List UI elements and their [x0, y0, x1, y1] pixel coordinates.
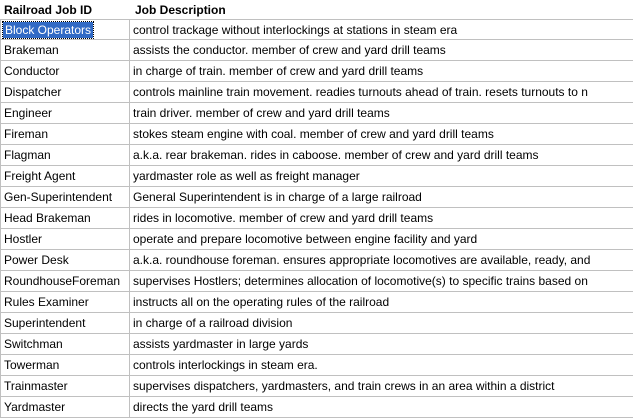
job-id-text: Power Desk	[4, 253, 69, 267]
cell-job-description[interactable]: supervises dispatchers, yardmasters, and train crews in an area within a district	[130, 376, 633, 397]
cell-job-description[interactable]: control trackage without interlockings at stations in steam era	[130, 19, 633, 40]
cell-job-description[interactable]: in charge of train. member of crew and yard drill teams	[130, 61, 633, 82]
table-row[interactable]	[0, 187, 633, 208]
grid-header	[0, 0, 633, 19]
table-row[interactable]	[0, 292, 633, 313]
table-row[interactable]	[0, 376, 633, 397]
job-id-text: Engineer	[4, 106, 53, 120]
cell-job-description[interactable]: instructs all on the operating rules of the railroad	[130, 292, 633, 313]
cell-job-id[interactable]	[0, 19, 130, 40]
grid-body	[0, 19, 633, 418]
table-row[interactable]	[0, 40, 633, 61]
cell-job-description[interactable]: assists the conductor. member of crew and yard drill teams	[130, 40, 633, 61]
cell-job-description[interactable]: controls mainline train movement. readies turnouts ahead of train. resets turnouts to n	[130, 82, 633, 103]
cell-job-id[interactable]	[0, 166, 130, 187]
cell-job-description[interactable]: supervises Hostlers; determines allocation of locomotive(s) to specific trains based on	[130, 271, 633, 292]
cell-job-id[interactable]	[0, 187, 130, 208]
cell-job-id[interactable]	[0, 334, 130, 355]
cell-job-id[interactable]	[0, 124, 130, 145]
job-id-text: Block Operators	[5, 23, 92, 37]
cell-job-id[interactable]	[0, 250, 130, 271]
table-row[interactable]	[0, 334, 633, 355]
table-row[interactable]	[0, 61, 633, 82]
cell-job-id[interactable]	[0, 103, 130, 124]
table-row[interactable]	[0, 166, 633, 187]
table-row[interactable]	[0, 271, 633, 292]
cell-job-description[interactable]: in charge of a railroad division	[130, 313, 633, 334]
column-header-job-description[interactable]: Job Description	[135, 2, 226, 17]
cell-job-description[interactable]: assists yardmaster in large yards	[130, 334, 633, 355]
cell-job-description[interactable]: yardmaster role as well as freight manager	[130, 166, 633, 187]
cell-job-id[interactable]	[0, 229, 130, 250]
cell-job-id[interactable]	[0, 397, 130, 418]
cell-job-id[interactable]	[0, 376, 130, 397]
table-row[interactable]	[0, 124, 633, 145]
job-id-text: Brakeman	[4, 43, 59, 57]
cell-job-description[interactable]: operate and prepare locomotive between engine facility and yard	[130, 229, 633, 250]
job-id-text: Freight Agent	[4, 169, 76, 183]
job-id-text: Hostler	[4, 232, 43, 246]
cell-job-description[interactable]: rides in locomotive. member of crew and yard drill teams	[130, 208, 633, 229]
cell-job-description[interactable]: a.k.a. roundhouse foreman. ensures appropriate locomotives are available, ready, and	[130, 250, 633, 271]
table-row[interactable]	[0, 397, 633, 418]
cell-job-description[interactable]: train driver. member of crew and yard drill teams	[130, 103, 633, 124]
table-row[interactable]	[0, 250, 633, 271]
job-id-text: Trainmaster	[4, 379, 68, 393]
job-id-text: Head Brakeman	[4, 211, 91, 225]
job-id-text: Fireman	[4, 127, 49, 141]
cell-job-id[interactable]	[0, 208, 130, 229]
cell-job-description[interactable]: General Superintendent is in charge of a large railroad	[130, 187, 633, 208]
cell-job-id[interactable]	[0, 61, 130, 82]
cell-job-description[interactable]: controls interlockings in steam era.	[130, 355, 633, 376]
job-id-text: Gen-Superintendent	[4, 190, 113, 204]
job-id-text: Conductor	[4, 64, 60, 78]
cell-job-id[interactable]	[0, 271, 130, 292]
table-row[interactable]	[0, 82, 633, 103]
table-row[interactable]	[0, 208, 633, 229]
cell-job-description[interactable]: stokes steam engine with coal. member of crew and yard drill teams	[130, 124, 633, 145]
column-header-job-id[interactable]: Railroad Job ID	[4, 2, 93, 17]
job-id-text: Yardmaster	[4, 400, 66, 414]
cell-job-id[interactable]	[0, 355, 130, 376]
job-id-text: Superintendent	[4, 316, 86, 330]
job-id-text: Towerman	[4, 358, 60, 372]
table-row[interactable]	[0, 103, 633, 124]
cell-job-id[interactable]	[0, 145, 130, 166]
job-id-text: RoundhouseForeman	[4, 274, 121, 288]
cell-job-id[interactable]	[0, 313, 130, 334]
table-row[interactable]	[0, 229, 633, 250]
job-id-text: Flagman	[4, 148, 51, 162]
cell-job-id[interactable]	[0, 40, 130, 61]
cell-job-description[interactable]: directs the yard drill teams	[130, 397, 633, 418]
table-row[interactable]	[0, 313, 633, 334]
cell-job-id[interactable]	[0, 292, 130, 313]
cell-job-description[interactable]: a.k.a. rear brakeman. rides in caboose. member of crew and yard drill teams	[130, 145, 633, 166]
job-id-text: Switchman	[4, 337, 63, 351]
cell-job-id[interactable]	[0, 82, 130, 103]
job-id-text: Rules Examiner	[4, 295, 89, 309]
table-row[interactable]	[0, 355, 633, 376]
job-id-text: Dispatcher	[4, 85, 62, 99]
table-row[interactable]	[0, 19, 633, 40]
table-row[interactable]	[0, 145, 633, 166]
